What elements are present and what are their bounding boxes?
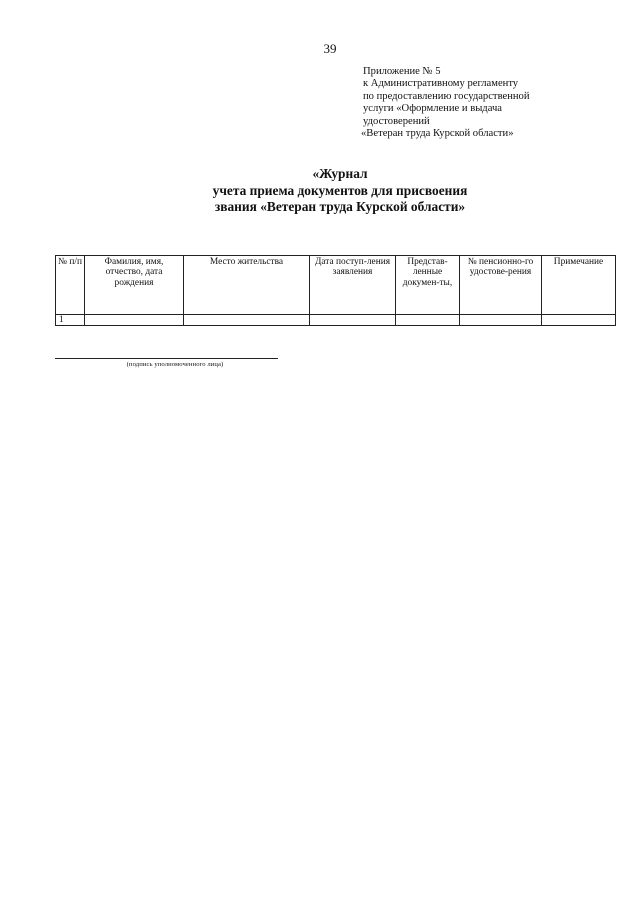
journal-table [55, 255, 616, 326]
appendix-line: «Ветеран труда Курской области» [361, 128, 514, 140]
title-line: учета приема документов для присвоения [212, 182, 468, 198]
table-cell: 1 [56, 315, 85, 326]
appendix-line: к Административному регламенту [363, 78, 519, 90]
column-header-note: Примечание [542, 256, 616, 315]
table-cell [310, 315, 396, 326]
table-cell [184, 315, 310, 326]
appendix-line: по предоставлению государственной [363, 90, 530, 102]
table-cell [460, 315, 542, 326]
table-cell [542, 315, 616, 326]
column-header-documents: Представ-ленные докумен-ты, [396, 256, 460, 315]
table-row [56, 315, 616, 326]
appendix-line: услуги «Оформление и выдача [363, 103, 503, 115]
page-number: 39 [323, 41, 337, 56]
title-line: «Журнал [312, 166, 368, 181]
column-header-residence: Место жительства [184, 256, 310, 315]
table-cell [396, 315, 460, 326]
document-title [150, 166, 530, 216]
signature-line [55, 358, 278, 359]
table-cell [85, 315, 184, 326]
column-header-pension-id: № пенсионно-го удостове-рения [460, 256, 542, 315]
column-header-date-received: Дата поступ-ления заявления [310, 256, 396, 315]
appendix-block [363, 66, 563, 140]
table-header-row [56, 256, 616, 315]
column-header-full-name: Фамилия, имя, отчество, дата рождения [85, 256, 184, 315]
appendix-line: удостоверений [363, 115, 430, 127]
signature-caption: (подпись уполномоченного лица) [126, 361, 224, 368]
title-line: звания «Ветеран труда Курской области» [214, 199, 466, 214]
appendix-line: Приложение № 5 [363, 66, 441, 77]
column-header-number: № п/п [56, 256, 85, 315]
